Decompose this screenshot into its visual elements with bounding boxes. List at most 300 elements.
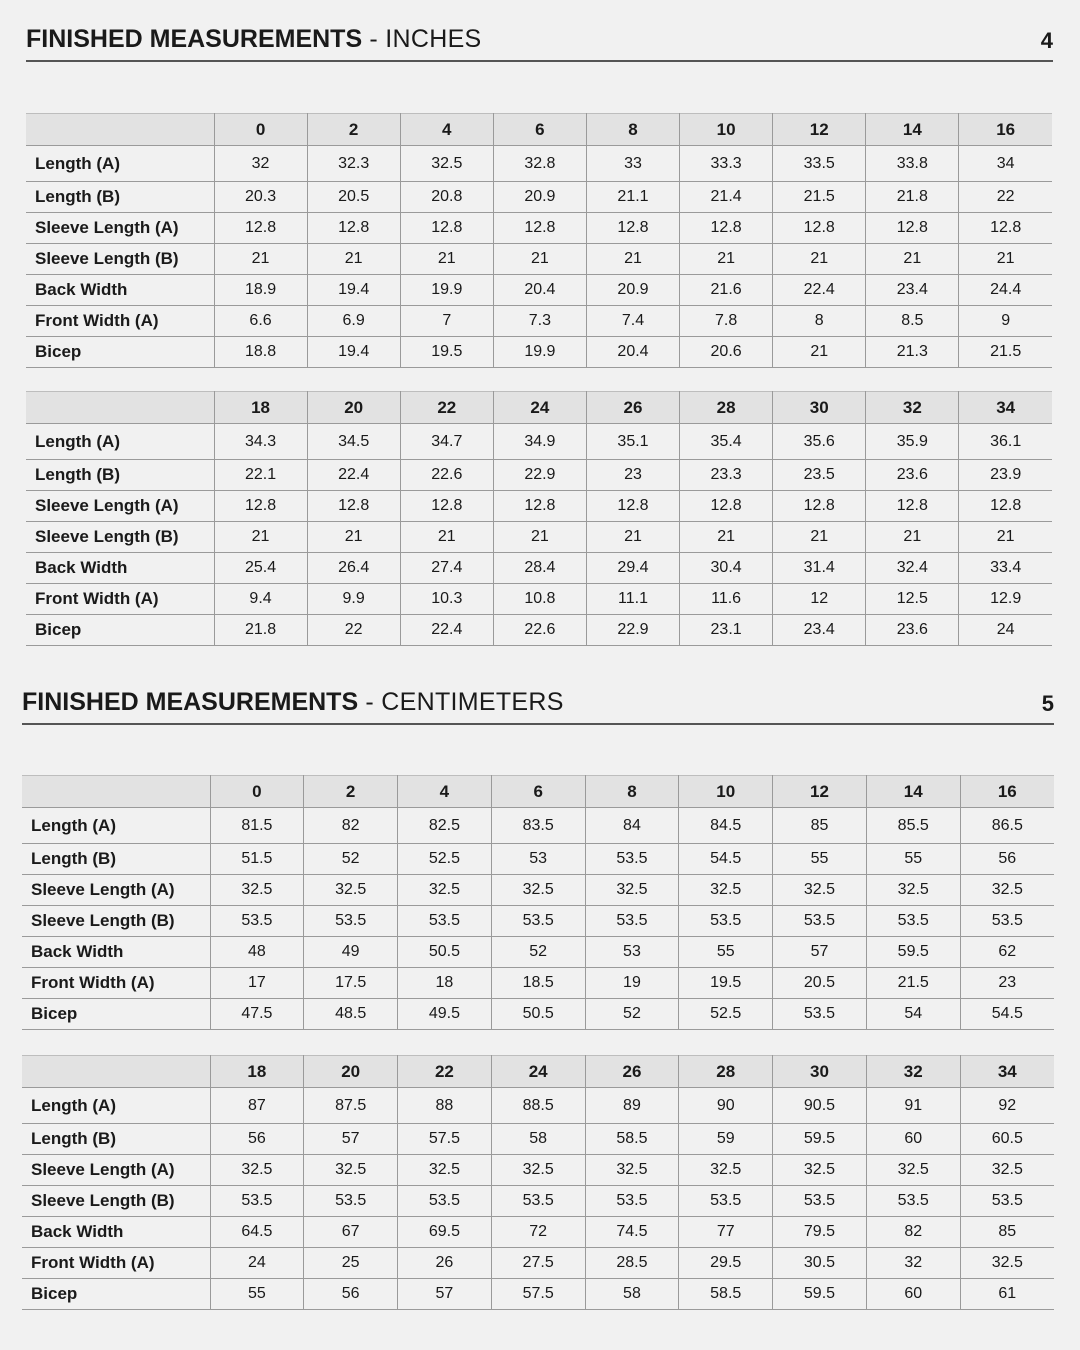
measurement-table bbox=[26, 113, 1052, 368]
value-cell: 54.5 bbox=[679, 844, 773, 875]
value-cell: 32.5 bbox=[398, 875, 492, 906]
value-cell: 32.5 bbox=[960, 875, 1054, 906]
value-cell: 24.4 bbox=[959, 275, 1052, 306]
section-title-unit: INCHES bbox=[385, 25, 482, 53]
value-cell: 58.5 bbox=[679, 1279, 773, 1310]
value-cell: 12.8 bbox=[586, 213, 679, 244]
value-cell: 53.5 bbox=[491, 1186, 585, 1217]
value-cell: 23.6 bbox=[866, 460, 959, 491]
row-label: Front Width (A) bbox=[26, 306, 214, 337]
value-cell: 10.8 bbox=[493, 584, 586, 615]
value-cell: 53.5 bbox=[585, 1186, 679, 1217]
table-row bbox=[22, 808, 1054, 844]
value-cell: 35.6 bbox=[773, 424, 866, 460]
section-title-main: FINISHED MEASUREMENTS bbox=[26, 25, 363, 53]
value-cell: 56 bbox=[304, 1279, 398, 1310]
value-cell: 83.5 bbox=[491, 808, 585, 844]
value-cell: 18 bbox=[398, 968, 492, 999]
section-title-main: FINISHED MEASUREMENTS bbox=[22, 688, 359, 716]
value-cell: 90.5 bbox=[773, 1088, 867, 1124]
value-cell: 19.4 bbox=[307, 337, 400, 368]
value-cell: 53.5 bbox=[304, 906, 398, 937]
value-cell: 53.5 bbox=[679, 1186, 773, 1217]
value-cell: 22.6 bbox=[493, 615, 586, 646]
value-cell: 25 bbox=[304, 1248, 398, 1279]
value-cell: 79.5 bbox=[773, 1217, 867, 1248]
value-cell: 20.4 bbox=[586, 337, 679, 368]
value-cell: 12.8 bbox=[680, 213, 773, 244]
value-cell: 55 bbox=[679, 937, 773, 968]
value-cell: 12.8 bbox=[866, 491, 959, 522]
value-cell: 59 bbox=[679, 1124, 773, 1155]
value-cell: 58.5 bbox=[585, 1124, 679, 1155]
value-cell: 49 bbox=[304, 937, 398, 968]
value-cell: 49.5 bbox=[398, 999, 492, 1030]
value-cell: 21 bbox=[773, 522, 866, 553]
row-label: Sleeve Length (B) bbox=[22, 1186, 210, 1217]
value-cell: 8.5 bbox=[866, 306, 959, 337]
value-cell: 21 bbox=[866, 522, 959, 553]
value-cell: 72 bbox=[491, 1217, 585, 1248]
value-cell: 12.8 bbox=[959, 213, 1052, 244]
value-cell: 21.5 bbox=[959, 337, 1052, 368]
value-cell: 20.6 bbox=[680, 337, 773, 368]
value-cell: 52.5 bbox=[679, 999, 773, 1030]
value-cell: 20.3 bbox=[214, 182, 307, 213]
value-cell: 22.9 bbox=[586, 615, 679, 646]
row-label: Sleeve Length (A) bbox=[26, 491, 214, 522]
value-cell: 12 bbox=[773, 584, 866, 615]
value-cell: 32.5 bbox=[491, 1155, 585, 1186]
size-header: 8 bbox=[586, 114, 679, 146]
size-header: 10 bbox=[679, 776, 773, 808]
table-row bbox=[22, 1124, 1054, 1155]
size-header: 28 bbox=[679, 1056, 773, 1088]
row-label: Bicep bbox=[26, 337, 214, 368]
value-cell: 12.8 bbox=[493, 491, 586, 522]
value-cell: 21 bbox=[680, 244, 773, 275]
value-cell: 12.8 bbox=[400, 213, 493, 244]
size-header: 34 bbox=[959, 392, 1052, 424]
table-row bbox=[22, 1088, 1054, 1124]
table-row bbox=[22, 1279, 1054, 1310]
value-cell: 53.5 bbox=[960, 1186, 1054, 1217]
value-cell: 33 bbox=[586, 146, 679, 182]
value-cell: 53.5 bbox=[491, 906, 585, 937]
value-cell: 92 bbox=[960, 1088, 1054, 1124]
value-cell: 12.8 bbox=[307, 491, 400, 522]
value-cell: 35.9 bbox=[866, 424, 959, 460]
value-cell: 61 bbox=[960, 1279, 1054, 1310]
size-header: 14 bbox=[866, 114, 959, 146]
value-cell: 57 bbox=[304, 1124, 398, 1155]
value-cell: 52 bbox=[491, 937, 585, 968]
row-label: Back Width bbox=[22, 937, 210, 968]
value-cell: 57 bbox=[773, 937, 867, 968]
table-row bbox=[22, 999, 1054, 1030]
value-cell: 60 bbox=[866, 1279, 960, 1310]
value-cell: 12.8 bbox=[586, 491, 679, 522]
value-cell: 32.5 bbox=[960, 1155, 1054, 1186]
size-header: 6 bbox=[493, 114, 586, 146]
table-row bbox=[22, 875, 1054, 906]
value-cell: 90 bbox=[679, 1088, 773, 1124]
value-cell: 53.5 bbox=[210, 906, 304, 937]
value-cell: 84 bbox=[585, 808, 679, 844]
value-cell: 53.5 bbox=[679, 906, 773, 937]
value-cell: 23.4 bbox=[866, 275, 959, 306]
size-header: 18 bbox=[210, 1056, 304, 1088]
value-cell: 19.5 bbox=[679, 968, 773, 999]
value-cell: 21 bbox=[493, 522, 586, 553]
size-header: 26 bbox=[586, 392, 679, 424]
value-cell: 18.8 bbox=[214, 337, 307, 368]
section-header bbox=[22, 687, 1054, 725]
value-cell: 21.5 bbox=[866, 968, 960, 999]
value-cell: 7.8 bbox=[680, 306, 773, 337]
value-cell: 12.8 bbox=[866, 213, 959, 244]
value-cell: 91 bbox=[866, 1088, 960, 1124]
value-cell: 10.3 bbox=[400, 584, 493, 615]
value-cell: 32.5 bbox=[400, 146, 493, 182]
value-cell: 50.5 bbox=[398, 937, 492, 968]
row-label: Length (B) bbox=[26, 460, 214, 491]
section-title bbox=[22, 687, 564, 717]
row-label: Sleeve Length (A) bbox=[22, 875, 210, 906]
value-cell: 53.5 bbox=[866, 1186, 960, 1217]
value-cell: 23 bbox=[960, 968, 1054, 999]
size-header: 20 bbox=[307, 392, 400, 424]
size-header: 0 bbox=[214, 114, 307, 146]
size-header-row bbox=[22, 776, 1054, 808]
value-cell: 32.5 bbox=[960, 1248, 1054, 1279]
size-header: 16 bbox=[960, 776, 1054, 808]
value-cell: 25.4 bbox=[214, 553, 307, 584]
value-cell: 6.9 bbox=[307, 306, 400, 337]
value-cell: 69.5 bbox=[398, 1217, 492, 1248]
value-cell: 32 bbox=[866, 1248, 960, 1279]
value-cell: 21 bbox=[959, 244, 1052, 275]
table-row bbox=[22, 1217, 1054, 1248]
value-cell: 19.9 bbox=[493, 337, 586, 368]
value-cell: 82 bbox=[304, 808, 398, 844]
header-corner-cell bbox=[26, 392, 214, 424]
value-cell: 84.5 bbox=[679, 808, 773, 844]
size-header: 20 bbox=[304, 1056, 398, 1088]
size-header: 34 bbox=[960, 1056, 1054, 1088]
section-inches bbox=[26, 24, 1053, 62]
value-cell: 19 bbox=[585, 968, 679, 999]
value-cell: 7.4 bbox=[586, 306, 679, 337]
value-cell: 54 bbox=[866, 999, 960, 1030]
value-cell: 20.9 bbox=[586, 275, 679, 306]
value-cell: 32.5 bbox=[866, 875, 960, 906]
value-cell: 57.5 bbox=[491, 1279, 585, 1310]
value-cell: 11.1 bbox=[586, 584, 679, 615]
value-cell: 59.5 bbox=[866, 937, 960, 968]
value-cell: 20.5 bbox=[773, 968, 867, 999]
value-cell: 32.3 bbox=[307, 146, 400, 182]
table-row bbox=[26, 553, 1052, 584]
value-cell: 53 bbox=[491, 844, 585, 875]
value-cell: 22 bbox=[959, 182, 1052, 213]
value-cell: 12.8 bbox=[400, 491, 493, 522]
section-header bbox=[26, 24, 1053, 62]
value-cell: 32.5 bbox=[210, 1155, 304, 1186]
table-row bbox=[26, 491, 1052, 522]
value-cell: 23.9 bbox=[959, 460, 1052, 491]
value-cell: 8 bbox=[773, 306, 866, 337]
value-cell: 53 bbox=[585, 937, 679, 968]
row-label: Length (A) bbox=[26, 146, 214, 182]
size-header: 32 bbox=[866, 392, 959, 424]
value-cell: 27.5 bbox=[491, 1248, 585, 1279]
size-header: 30 bbox=[773, 392, 866, 424]
value-cell: 32.4 bbox=[866, 553, 959, 584]
value-cell: 9.9 bbox=[307, 584, 400, 615]
value-cell: 12.8 bbox=[214, 213, 307, 244]
measurement-table bbox=[22, 775, 1054, 1030]
section-title bbox=[26, 24, 482, 54]
value-cell: 88.5 bbox=[491, 1088, 585, 1124]
value-cell: 53.5 bbox=[585, 844, 679, 875]
value-cell: 32.5 bbox=[679, 875, 773, 906]
size-header: 30 bbox=[773, 1056, 867, 1088]
value-cell: 24 bbox=[959, 615, 1052, 646]
value-cell: 9 bbox=[959, 306, 1052, 337]
value-cell: 21 bbox=[586, 244, 679, 275]
value-cell: 53.5 bbox=[398, 1186, 492, 1217]
size-header: 0 bbox=[210, 776, 304, 808]
table-row bbox=[26, 584, 1052, 615]
value-cell: 32.5 bbox=[585, 1155, 679, 1186]
value-cell: 21 bbox=[773, 337, 866, 368]
value-cell: 21 bbox=[400, 522, 493, 553]
value-cell: 21 bbox=[493, 244, 586, 275]
value-cell: 85 bbox=[960, 1217, 1054, 1248]
value-cell: 67 bbox=[304, 1217, 398, 1248]
row-label: Bicep bbox=[22, 999, 210, 1030]
value-cell: 21 bbox=[680, 522, 773, 553]
row-label: Front Width (A) bbox=[22, 1248, 210, 1279]
value-cell: 55 bbox=[866, 844, 960, 875]
value-cell: 12.8 bbox=[493, 213, 586, 244]
table-row bbox=[26, 182, 1052, 213]
header-corner-cell bbox=[22, 1056, 210, 1088]
value-cell: 21 bbox=[400, 244, 493, 275]
table-row bbox=[26, 275, 1052, 306]
value-cell: 53.5 bbox=[773, 906, 867, 937]
value-cell: 20.9 bbox=[493, 182, 586, 213]
size-header: 14 bbox=[866, 776, 960, 808]
size-header: 12 bbox=[773, 776, 867, 808]
value-cell: 57.5 bbox=[398, 1124, 492, 1155]
value-cell: 32.5 bbox=[210, 875, 304, 906]
size-header: 8 bbox=[585, 776, 679, 808]
value-cell: 21 bbox=[866, 244, 959, 275]
size-header: 32 bbox=[866, 1056, 960, 1088]
row-label: Length (A) bbox=[26, 424, 214, 460]
value-cell: 21 bbox=[307, 244, 400, 275]
value-cell: 57 bbox=[398, 1279, 492, 1310]
value-cell: 85 bbox=[773, 808, 867, 844]
value-cell: 23.1 bbox=[680, 615, 773, 646]
value-cell: 7.3 bbox=[493, 306, 586, 337]
value-cell: 53.5 bbox=[304, 1186, 398, 1217]
table-row bbox=[26, 244, 1052, 275]
value-cell: 22.4 bbox=[400, 615, 493, 646]
value-cell: 34.3 bbox=[214, 424, 307, 460]
value-cell: 32.8 bbox=[493, 146, 586, 182]
value-cell: 32.5 bbox=[773, 875, 867, 906]
row-label: Back Width bbox=[22, 1217, 210, 1248]
value-cell: 32.5 bbox=[304, 1155, 398, 1186]
table-row bbox=[26, 146, 1052, 182]
value-cell: 32.5 bbox=[679, 1155, 773, 1186]
value-cell: 33.3 bbox=[680, 146, 773, 182]
table-row bbox=[26, 306, 1052, 337]
value-cell: 29.5 bbox=[679, 1248, 773, 1279]
size-header: 22 bbox=[400, 392, 493, 424]
value-cell: 87 bbox=[210, 1088, 304, 1124]
size-header: 22 bbox=[398, 1056, 492, 1088]
value-cell: 22 bbox=[307, 615, 400, 646]
page-number: 4 bbox=[1040, 28, 1053, 53]
value-cell: 26.4 bbox=[307, 553, 400, 584]
value-cell: 53.5 bbox=[210, 1186, 304, 1217]
value-cell: 12.8 bbox=[773, 491, 866, 522]
table-row bbox=[26, 213, 1052, 244]
value-cell: 50.5 bbox=[491, 999, 585, 1030]
value-cell: 52 bbox=[585, 999, 679, 1030]
size-header: 16 bbox=[959, 114, 1052, 146]
value-cell: 30.5 bbox=[773, 1248, 867, 1279]
table-row bbox=[22, 1155, 1054, 1186]
value-cell: 28.4 bbox=[493, 553, 586, 584]
value-cell: 33.8 bbox=[866, 146, 959, 182]
size-header: 2 bbox=[304, 776, 398, 808]
value-cell: 19.4 bbox=[307, 275, 400, 306]
value-cell: 21.1 bbox=[586, 182, 679, 213]
value-cell: 29.4 bbox=[586, 553, 679, 584]
value-cell: 17.5 bbox=[304, 968, 398, 999]
row-label: Front Width (A) bbox=[26, 584, 214, 615]
size-header: 28 bbox=[680, 392, 773, 424]
value-cell: 23.4 bbox=[773, 615, 866, 646]
value-cell: 35.1 bbox=[586, 424, 679, 460]
value-cell: 21.6 bbox=[680, 275, 773, 306]
value-cell: 55 bbox=[210, 1279, 304, 1310]
value-cell: 89 bbox=[585, 1088, 679, 1124]
value-cell: 53.5 bbox=[773, 1186, 867, 1217]
value-cell: 22.1 bbox=[214, 460, 307, 491]
row-label: Length (A) bbox=[22, 1088, 210, 1124]
row-label: Bicep bbox=[22, 1279, 210, 1310]
value-cell: 88 bbox=[398, 1088, 492, 1124]
value-cell: 60 bbox=[866, 1124, 960, 1155]
section-centimeters bbox=[22, 687, 1054, 725]
value-cell: 59.5 bbox=[773, 1124, 867, 1155]
row-label: Length (B) bbox=[22, 844, 210, 875]
value-cell: 47.5 bbox=[210, 999, 304, 1030]
size-header: 2 bbox=[307, 114, 400, 146]
value-cell: 20.5 bbox=[307, 182, 400, 213]
value-cell: 34 bbox=[959, 146, 1052, 182]
section-title-separator: - bbox=[362, 25, 386, 53]
row-label: Sleeve Length (B) bbox=[22, 906, 210, 937]
value-cell: 32.5 bbox=[398, 1155, 492, 1186]
value-cell: 21.8 bbox=[214, 615, 307, 646]
value-cell: 87.5 bbox=[304, 1088, 398, 1124]
value-cell: 20.4 bbox=[493, 275, 586, 306]
page-number: 5 bbox=[1041, 691, 1054, 716]
value-cell: 22.9 bbox=[493, 460, 586, 491]
row-label: Back Width bbox=[26, 275, 214, 306]
value-cell: 12.8 bbox=[307, 213, 400, 244]
value-cell: 12.8 bbox=[773, 213, 866, 244]
value-cell: 53.5 bbox=[585, 906, 679, 937]
value-cell: 64.5 bbox=[210, 1217, 304, 1248]
value-cell: 18.5 bbox=[491, 968, 585, 999]
value-cell: 82 bbox=[866, 1217, 960, 1248]
row-label: Sleeve Length (A) bbox=[22, 1155, 210, 1186]
value-cell: 34.9 bbox=[493, 424, 586, 460]
value-cell: 56 bbox=[210, 1124, 304, 1155]
table-row bbox=[26, 424, 1052, 460]
value-cell: 52.5 bbox=[398, 844, 492, 875]
value-cell: 21 bbox=[307, 522, 400, 553]
value-cell: 22.6 bbox=[400, 460, 493, 491]
value-cell: 23.3 bbox=[680, 460, 773, 491]
row-label: Sleeve Length (A) bbox=[26, 213, 214, 244]
size-header-row bbox=[26, 392, 1052, 424]
value-cell: 32.5 bbox=[866, 1155, 960, 1186]
size-header: 10 bbox=[680, 114, 773, 146]
value-cell: 56 bbox=[960, 844, 1054, 875]
measurement-table bbox=[22, 1055, 1054, 1310]
row-label: Bicep bbox=[26, 615, 214, 646]
value-cell: 20.8 bbox=[400, 182, 493, 213]
value-cell: 26 bbox=[398, 1248, 492, 1279]
value-cell: 86.5 bbox=[960, 808, 1054, 844]
value-cell: 55 bbox=[773, 844, 867, 875]
value-cell: 21.3 bbox=[866, 337, 959, 368]
table-row bbox=[26, 522, 1052, 553]
value-cell: 32.5 bbox=[304, 875, 398, 906]
value-cell: 12.5 bbox=[866, 584, 959, 615]
value-cell: 32.5 bbox=[773, 1155, 867, 1186]
value-cell: 21 bbox=[214, 244, 307, 275]
value-cell: 12.8 bbox=[214, 491, 307, 522]
table-row bbox=[26, 460, 1052, 491]
value-cell: 19.9 bbox=[400, 275, 493, 306]
value-cell: 34.5 bbox=[307, 424, 400, 460]
value-cell: 12.8 bbox=[680, 491, 773, 522]
value-cell: 60.5 bbox=[960, 1124, 1054, 1155]
size-header-row bbox=[22, 1056, 1054, 1088]
size-header: 24 bbox=[491, 1056, 585, 1088]
value-cell: 11.6 bbox=[680, 584, 773, 615]
value-cell: 22.4 bbox=[773, 275, 866, 306]
section-title-unit: CENTIMETERS bbox=[381, 688, 564, 716]
value-cell: 23 bbox=[586, 460, 679, 491]
value-cell: 21 bbox=[959, 522, 1052, 553]
row-label: Length (A) bbox=[22, 808, 210, 844]
table-row bbox=[22, 937, 1054, 968]
value-cell: 51.5 bbox=[210, 844, 304, 875]
size-header-row bbox=[26, 114, 1052, 146]
row-label: Front Width (A) bbox=[22, 968, 210, 999]
